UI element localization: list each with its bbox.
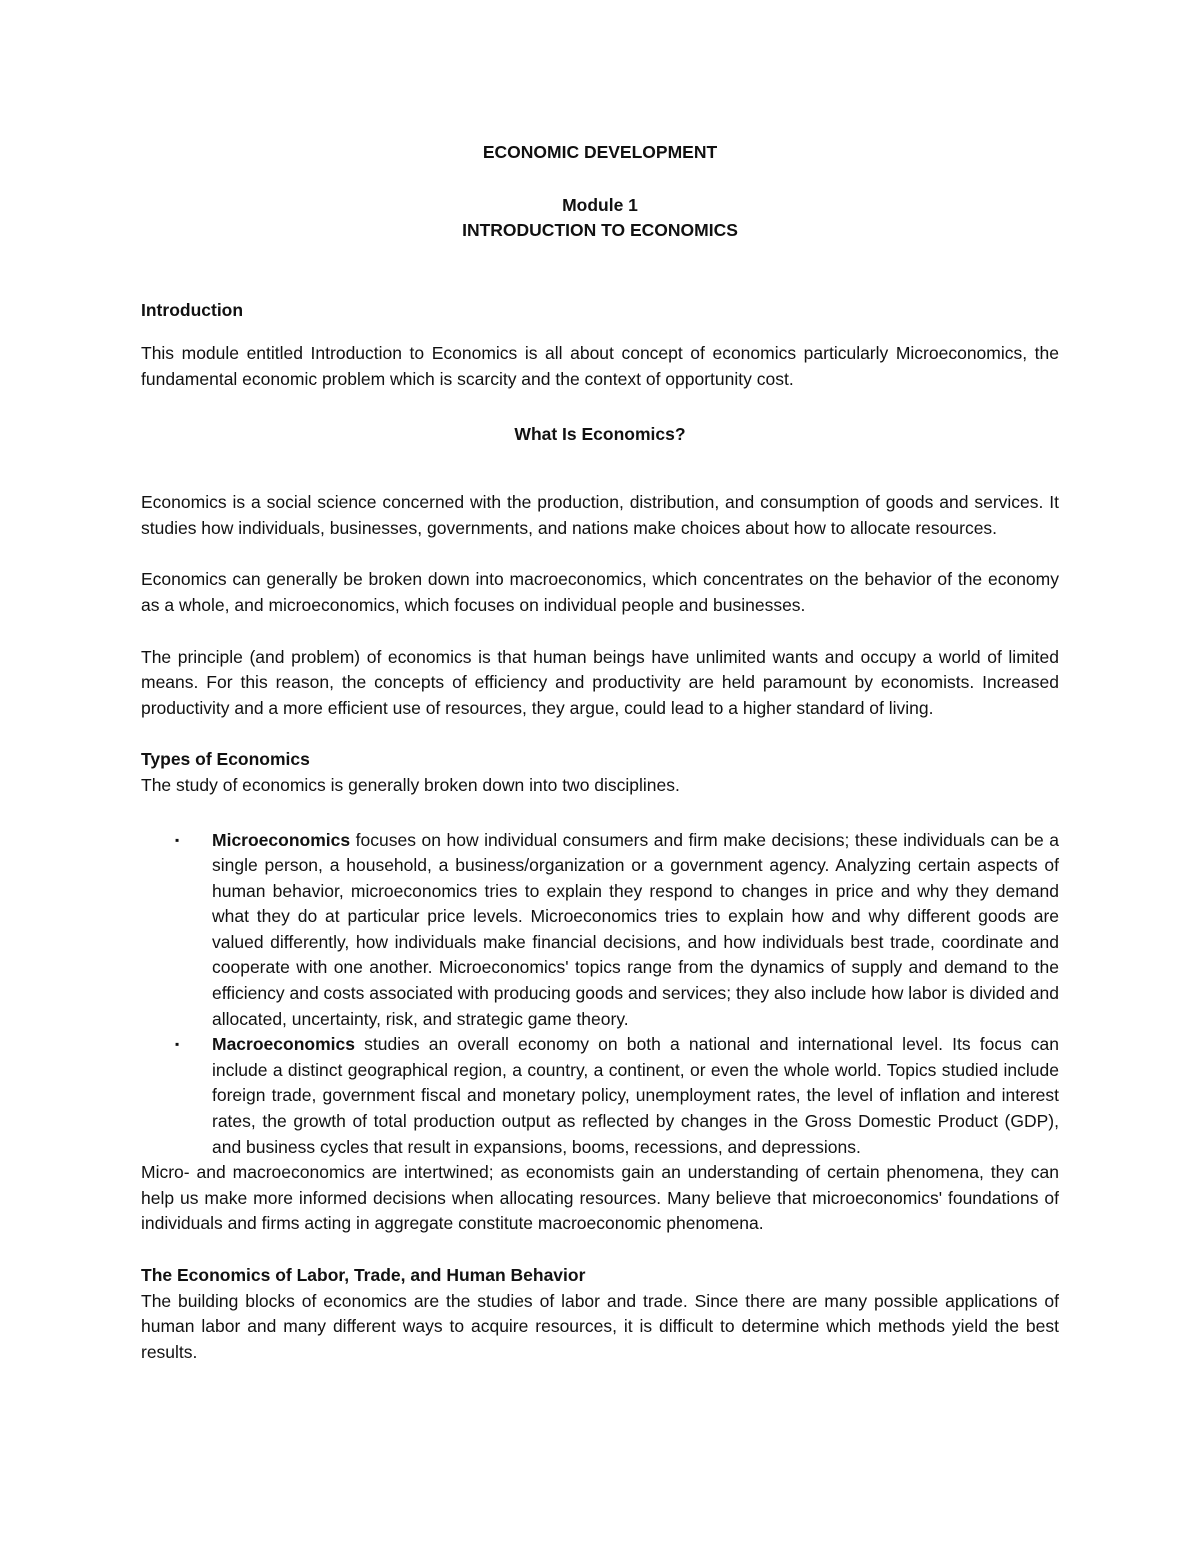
economics-types-list <box>141 828 1059 1161</box>
economics-definition-paragraph: Economics is a social science concerned with the production, distribution, and consumption of goods and services. It studies how individuals, businesses, governments, and nations make choices about how to allocate resources. <box>141 492 1059 538</box>
list-item-microeconomics <box>141 828 1059 1033</box>
document-page <box>141 140 1059 1365</box>
macroeconomics-description: studies an overall economy on both a national and international level. Its focus can include a distinct geographical region, a country, a continent, or even the whole world. Topics studied include foreign trade, government fiscal and monetary policy, unemployment rates, the level of inflation and interest rates, the growth of total production output as reflected by changes in the Gross Domestic Product (GDP), and business cycles that result in expansions, booms, recessions, and depressions. <box>212 1034 1059 1157</box>
types-intro-paragraph: The study of economics is generally broken down into two disciplines. <box>141 774 680 795</box>
what-is-economics-heading: What Is Economics? <box>514 423 686 444</box>
bullet-marker: ▪ <box>175 1037 180 1052</box>
term-macroeconomics: Macroeconomics <box>212 1034 355 1055</box>
intertwined-paragraph: Micro- and macroeconomics are intertwined; as economists gain an understanding of certain phenomena, they can help us make more informed decisions when allocating resources. Many believe that microeconomics' foundations of individuals and firms acting in aggregate constitute macroeconomic phenomena. <box>141 1162 1059 1234</box>
labor-trade-heading: The Economics of Labor, Trade, and Human Behavior <box>141 1265 586 1285</box>
introduction-heading: Introduction <box>141 299 244 320</box>
introduction-paragraph: This module entitled Introduction to Economics is all about concept of economics particularly Microeconomics, the fundamental economic problem which is scarcity and the context of opportunity cost. <box>141 343 1059 389</box>
module-label: Module 1 <box>562 194 638 215</box>
labor-trade-paragraph: The building blocks of economics are the studies of labor and trade. Since there are many possible applications of human labor and many different ways to acquire resources, it is difficult to determine which methods yield the best results. <box>141 1290 1059 1362</box>
types-of-economics-heading: Types of Economics <box>141 749 310 770</box>
term-microeconomics: Microeconomics <box>212 829 351 850</box>
bullet-marker: ▪ <box>175 832 180 847</box>
document-title: ECONOMIC DEVELOPMENT <box>482 142 718 162</box>
macro-micro-paragraph: Economics can generally be broken down into macroeconomics, which concentrates on the behavior of the economy as a whole, and microeconomics, which focuses on individual people and businesses. <box>141 569 1059 615</box>
module-title: INTRODUCTION TO ECONOMICS <box>462 220 738 241</box>
list-item-macroeconomics <box>141 1032 1059 1160</box>
microeconomics-description: focuses on how individual consumers and firm make decisions; these individuals can be a single person, a household, a business/organization or a government agency. Analyzing certain aspects of human behavior, microeconomics tries to explain they respond to changes in price and why they demand what they do at particular price levels. Microeconomics tries to explain how and why different goods are valued differently, how individuals make financial decisions, and how individuals best trade, coordinate and cooperate with one another. Microeconomics' topics range from the dynamics of supply and demand to the efficiency and costs associated with producing goods and services; they also include how labor is divided and allocated, uncertainty, risk, and strategic game theory. <box>212 829 1059 1029</box>
principle-paragraph: The principle (and problem) of economics is that human beings have unlimited wants and occupy a world of limited means. For this reason, the concepts of efficiency and productivity are held paramount by economists. Increased productivity and a more efficient use of resources, they argue, could lead to a higher standard of living. <box>141 646 1059 718</box>
